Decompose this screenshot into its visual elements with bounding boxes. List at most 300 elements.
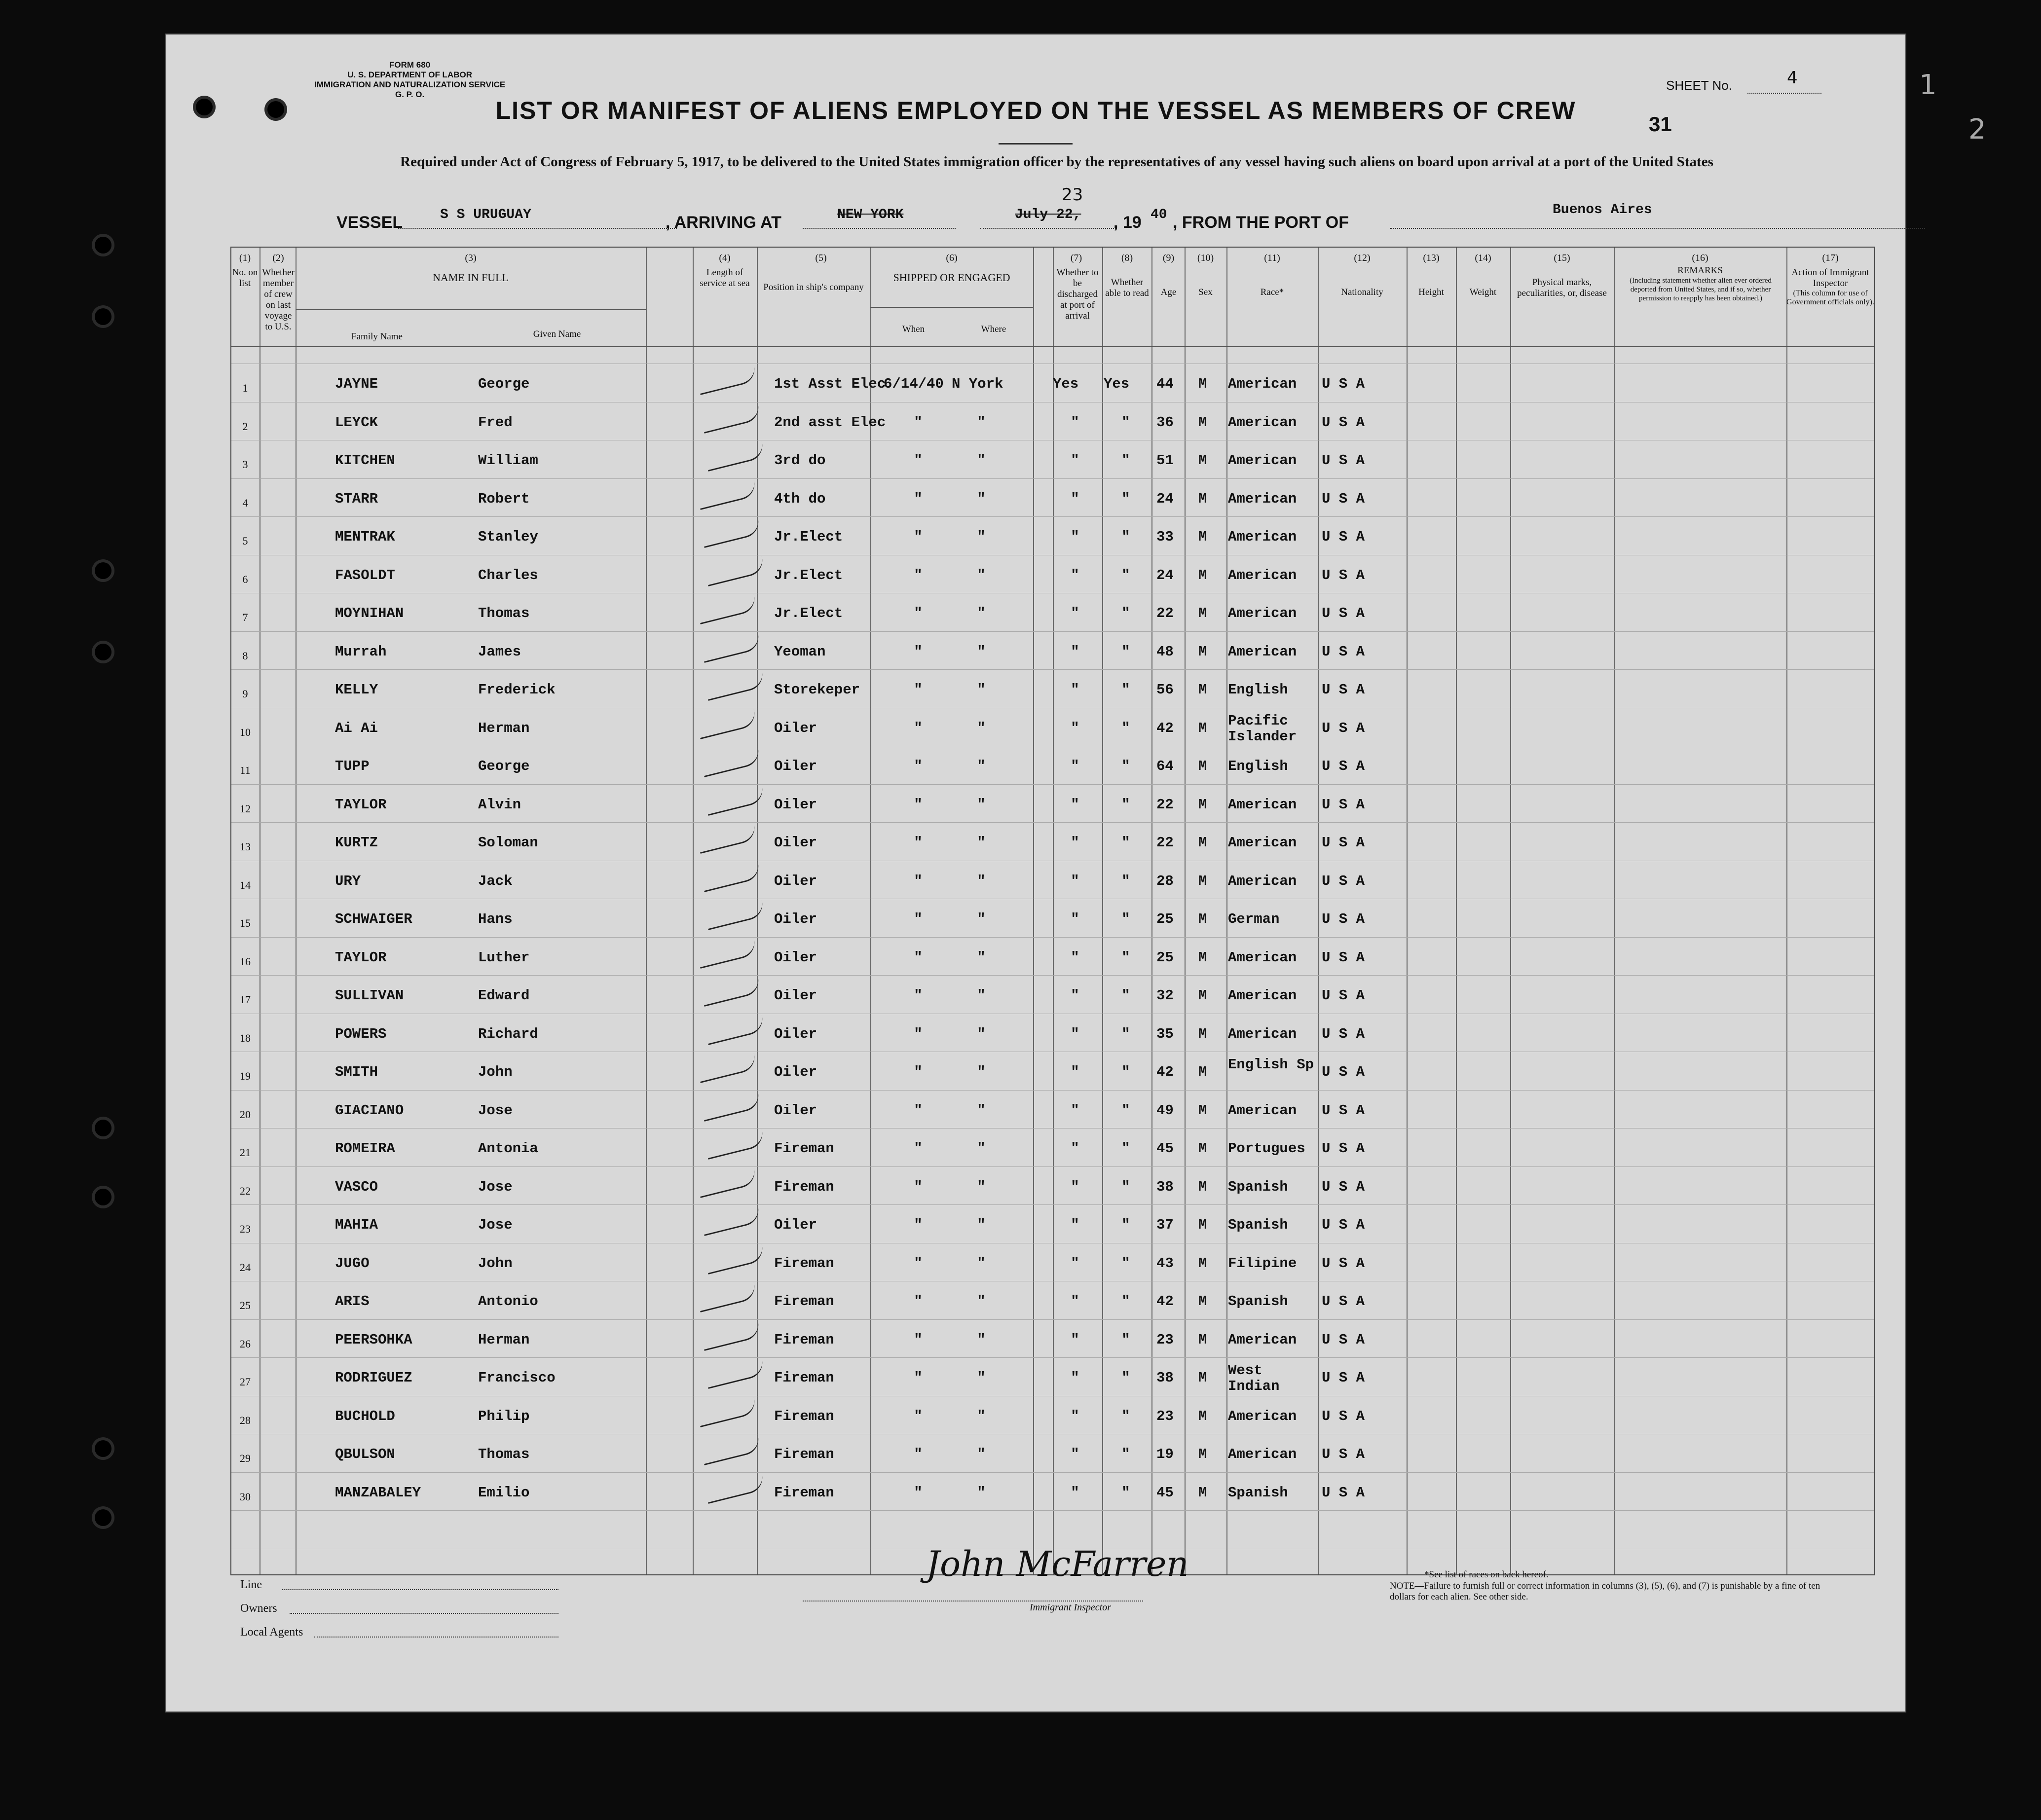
row-number: 13 <box>240 840 251 853</box>
title-rule <box>999 143 1073 145</box>
sex: M <box>1198 873 1207 889</box>
given-name: Philip <box>478 1408 530 1424</box>
shipped-when: " <box>914 1408 923 1424</box>
row-rule <box>231 822 1874 823</box>
nationality: U S A <box>1322 452 1365 469</box>
date-correction: 23 <box>1062 185 1083 205</box>
column-divider <box>1786 248 1787 1574</box>
race: German <box>1228 911 1280 927</box>
line-label: Line <box>240 1578 262 1591</box>
given-name: Jose <box>478 1217 513 1233</box>
local-agents-dotted-line <box>314 1637 558 1638</box>
header-rule <box>231 346 1874 347</box>
able-to-read: " <box>1121 796 1130 813</box>
position: Oiler <box>774 1217 817 1233</box>
shipped-when: " <box>914 1025 923 1042</box>
nationality: U S A <box>1322 1217 1365 1233</box>
header-height: Height <box>1418 287 1444 297</box>
form-identifier <box>314 60 505 100</box>
column-divider <box>646 248 647 1574</box>
column-number: (4) <box>719 253 731 263</box>
shipped-where: " <box>977 529 986 545</box>
header-physical-marks: Physical marks, peculiarities, or, disease <box>1517 277 1607 298</box>
discharged: " <box>1071 1370 1079 1386</box>
row-number: 7 <box>242 611 248 623</box>
shipped-when: " <box>914 529 923 545</box>
shipped-when: " <box>914 1255 923 1272</box>
given-name: Fred <box>478 414 513 431</box>
shipped-when: " <box>914 1140 923 1157</box>
age: 36 <box>1156 414 1174 431</box>
shipped-where: " <box>977 1025 986 1042</box>
age: 64 <box>1156 758 1174 774</box>
given-name: Soloman <box>478 835 538 851</box>
shipped-where: " <box>977 643 986 660</box>
given-name: Antonio <box>478 1293 538 1310</box>
family-name: ROMEIRA <box>335 1140 395 1157</box>
shipped-when: " <box>914 1178 923 1195</box>
race: American <box>1228 376 1297 392</box>
age: 33 <box>1156 529 1174 545</box>
service-checkmark <box>701 977 762 1007</box>
row-number: 16 <box>240 955 251 968</box>
position: Fireman <box>774 1255 834 1272</box>
family-name: MENTRAK <box>335 529 395 545</box>
age: 38 <box>1156 1370 1174 1386</box>
family-name: MOYNIHAN <box>335 605 404 621</box>
shipped-where: " <box>977 873 986 889</box>
sex: M <box>1198 1293 1207 1310</box>
nationality: U S A <box>1322 490 1365 507</box>
binder-hole <box>95 1189 111 1205</box>
nationality: U S A <box>1322 949 1365 966</box>
family-name: FASOLDT <box>335 567 395 583</box>
given-name: Thomas <box>478 605 530 621</box>
row-rule <box>231 1090 1874 1091</box>
position: 3rd do <box>774 452 826 469</box>
position: Fireman <box>774 1446 834 1462</box>
column-number: (13) <box>1423 253 1440 263</box>
age: 24 <box>1156 490 1174 507</box>
row-number: 24 <box>240 1261 251 1274</box>
header-race: Race* <box>1260 287 1284 297</box>
race: American <box>1228 987 1297 1004</box>
row-rule <box>231 784 1874 785</box>
shipped-when: " <box>914 1293 923 1310</box>
column-number: (7) <box>1070 253 1082 263</box>
position: Fireman <box>774 1178 834 1195</box>
given-name: Herman <box>478 720 530 736</box>
sex: M <box>1198 911 1207 927</box>
race: American <box>1228 796 1297 813</box>
shipped-where: " <box>977 414 986 431</box>
given-name: William <box>478 452 538 469</box>
column-number: (15) <box>1554 253 1570 263</box>
discharged: Yes <box>1053 376 1079 392</box>
able-to-read: " <box>1121 1217 1130 1233</box>
nationality: U S A <box>1322 796 1365 813</box>
nationality: U S A <box>1322 567 1365 583</box>
family-name: TUPP <box>335 758 370 774</box>
race: Pacific Islander <box>1228 712 1297 745</box>
position: Yeoman <box>774 643 826 660</box>
sheet-dotted-line <box>1747 93 1821 94</box>
able-to-read: " <box>1121 1178 1130 1195</box>
shipped-where: " <box>977 682 986 698</box>
position: Oiler <box>774 1064 817 1080</box>
able-to-read: " <box>1121 1446 1130 1462</box>
shipped-where: " <box>977 987 986 1004</box>
race: American <box>1228 873 1297 889</box>
given-name: Jack <box>478 873 513 889</box>
row-number: 22 <box>240 1184 251 1197</box>
shipped-where: " <box>977 1102 986 1119</box>
header-age: Age <box>1160 287 1177 297</box>
age: 24 <box>1156 567 1174 583</box>
column-number: (5) <box>815 253 827 263</box>
nationality: U S A <box>1322 414 1365 431</box>
given-name: John <box>478 1255 513 1272</box>
position: Oiler <box>774 720 817 736</box>
year-value: 40 <box>1150 207 1167 222</box>
column-number: (11) <box>1264 253 1280 263</box>
nationality: U S A <box>1322 1178 1365 1195</box>
able-to-read: " <box>1121 758 1130 774</box>
family-name: VASCO <box>335 1178 378 1195</box>
shipped-where: " <box>977 720 986 736</box>
race: Spanish <box>1228 1293 1288 1310</box>
family-name: SCHWAIGER <box>335 911 412 927</box>
shipped-when: " <box>914 1446 923 1462</box>
discharged: " <box>1071 567 1079 583</box>
binder-hole <box>95 237 111 254</box>
shipped-when: " <box>914 873 923 889</box>
race: American <box>1228 567 1297 583</box>
year-label: , 19 <box>1113 213 1142 232</box>
age: 56 <box>1156 682 1174 698</box>
race: English Sp <box>1228 1056 1314 1073</box>
service-checkmark <box>697 365 758 395</box>
race: Spanish <box>1228 1178 1288 1195</box>
shipped-where: " <box>977 1408 986 1424</box>
sex: M <box>1198 949 1207 966</box>
shipped-where: " <box>977 949 986 966</box>
sex: M <box>1198 1217 1207 1233</box>
sex: M <box>1198 529 1207 545</box>
department: U. S. DEPARTMENT OF LABOR <box>347 70 472 79</box>
legal-requirement: Required under Act of Congress of February 5, 1917, to be delivered to the United States immigration officer by the representatives of any vessel having such aliens on board upon arrival at a port of the United States <box>400 154 1713 170</box>
family-name: Ai Ai <box>335 720 378 736</box>
nationality: U S A <box>1322 987 1365 1004</box>
able-to-read: " <box>1121 1025 1130 1042</box>
position: Fireman <box>774 1370 834 1386</box>
penalty-note: NOTE—Failure to furnish full or correct information in columns (3), (5), (6), and (7) is punishable by a fine of ten dollars for each alien. See other side. <box>1390 1581 1820 1602</box>
row-number: 8 <box>242 649 248 662</box>
column-number: (16) <box>1692 253 1708 263</box>
shipped-where: " <box>977 1484 986 1501</box>
family-name: Murrah <box>335 643 387 660</box>
row-number: 23 <box>240 1223 251 1235</box>
age: 37 <box>1156 1217 1174 1233</box>
given-name: Antonia <box>478 1140 538 1157</box>
column-divider <box>1318 248 1319 1574</box>
age: 51 <box>1156 452 1174 469</box>
header-shipped-engaged: SHIPPED OR ENGAGED <box>893 271 1010 284</box>
position: Oiler <box>774 987 817 1004</box>
header-where: Where <box>981 324 1006 334</box>
header-crew-last-voyage: Whether member of crew on last voyage to U.S. <box>262 267 295 332</box>
able-to-read: " <box>1121 682 1130 698</box>
column-divider <box>1614 248 1615 1574</box>
family-name: KURTZ <box>335 835 378 851</box>
shipped-when: " <box>914 987 923 1004</box>
given-name: Jose <box>478 1178 513 1195</box>
discharged: " <box>1071 1408 1079 1424</box>
age: 32 <box>1156 987 1174 1004</box>
header-length-of-service: Length of service at sea <box>700 267 750 289</box>
discharged: " <box>1071 1140 1079 1157</box>
position: Oiler <box>774 758 817 774</box>
able-to-read: " <box>1121 1370 1130 1386</box>
discharged: " <box>1071 1331 1079 1348</box>
family-name: URY <box>335 873 361 889</box>
service-checkmark <box>701 518 762 548</box>
header-rule <box>870 307 1033 308</box>
shipped-where: N York <box>952 376 1003 392</box>
shipped-where: " <box>977 796 986 813</box>
given-name: Jose <box>478 1102 513 1119</box>
column-number: (8) <box>1121 253 1133 263</box>
age: 22 <box>1156 796 1174 813</box>
column-divider <box>1456 248 1457 1574</box>
able-to-read: " <box>1121 873 1130 889</box>
discharged: " <box>1071 1484 1079 1501</box>
shipped-when: " <box>914 1102 923 1119</box>
shipped-when: " <box>914 452 923 469</box>
discharged: " <box>1071 529 1079 545</box>
discharged: " <box>1071 835 1079 851</box>
given-name: James <box>478 643 521 660</box>
row-rule <box>231 669 1874 670</box>
age: 42 <box>1156 720 1174 736</box>
vessel-dotted-line <box>398 228 677 229</box>
service-checkmark <box>701 1320 762 1350</box>
nationality: U S A <box>1322 605 1365 621</box>
shipped-where: " <box>977 1178 986 1195</box>
row-number: 3 <box>242 458 248 471</box>
family-name: SULLIVAN <box>335 987 404 1004</box>
discharged: " <box>1071 758 1079 774</box>
row-rule <box>231 975 1874 976</box>
column-divider <box>296 248 297 1574</box>
column-divider <box>1510 248 1511 1574</box>
sex: M <box>1198 1178 1207 1195</box>
column-number: (6) <box>946 253 958 263</box>
position: Fireman <box>774 1331 834 1348</box>
row-rule <box>231 516 1874 517</box>
column-number: (14) <box>1475 253 1491 263</box>
nationality: U S A <box>1322 682 1365 698</box>
shipped-when: " <box>914 796 923 813</box>
position: Fireman <box>774 1484 834 1501</box>
shipped-when: " <box>914 949 923 966</box>
age: 42 <box>1156 1064 1174 1080</box>
column-number: (10) <box>1197 253 1214 263</box>
sex: M <box>1198 643 1207 660</box>
family-name: PEERSOHKA <box>335 1331 412 1348</box>
shipped-where: " <box>977 605 986 621</box>
shipped-when: " <box>914 758 923 774</box>
discharged: " <box>1071 1255 1079 1272</box>
sex: M <box>1198 452 1207 469</box>
shipped-when: " <box>914 414 923 431</box>
row-number: 14 <box>240 878 251 891</box>
race: American <box>1228 1446 1297 1462</box>
given-name: Thomas <box>478 1446 530 1462</box>
nationality: U S A <box>1322 1331 1365 1348</box>
age: 43 <box>1156 1255 1174 1272</box>
given-name: John <box>478 1064 513 1080</box>
row-number: 28 <box>240 1414 251 1426</box>
nationality: U S A <box>1322 873 1365 889</box>
shipped-where: " <box>977 1331 986 1348</box>
shipped-where: " <box>977 1370 986 1386</box>
discharged: " <box>1071 1064 1079 1080</box>
binder-hole <box>95 644 111 660</box>
race: American <box>1228 835 1297 851</box>
able-to-read: " <box>1121 452 1130 469</box>
able-to-read: " <box>1121 949 1130 966</box>
service-checkmark <box>701 1435 762 1465</box>
race: American <box>1228 643 1297 660</box>
sheet-code: 31 <box>1649 112 1672 136</box>
able-to-read: " <box>1121 605 1130 621</box>
races-note: *See list of races on back hereof. <box>1424 1569 1549 1580</box>
sheet-label: SHEET No. <box>1666 78 1732 93</box>
row-number: 10 <box>240 726 251 738</box>
age: 19 <box>1156 1446 1174 1462</box>
sex: M <box>1198 835 1207 851</box>
race: American <box>1228 452 1297 469</box>
row-number: 26 <box>240 1337 251 1350</box>
manifest-table <box>230 247 1875 1575</box>
shipped-where: " <box>977 1140 986 1157</box>
race: American <box>1228 490 1297 507</box>
column-divider <box>1407 248 1408 1574</box>
position: Jr.Elect <box>774 529 843 545</box>
service-checkmark <box>697 824 758 854</box>
nationality: U S A <box>1322 758 1365 774</box>
sex: M <box>1198 796 1207 813</box>
discharged: " <box>1071 987 1079 1004</box>
nationality: U S A <box>1322 1064 1365 1080</box>
service-checkmark <box>701 862 762 892</box>
discharged: " <box>1071 490 1079 507</box>
shipped-where: " <box>977 1446 986 1462</box>
shipped-where: " <box>977 1255 986 1272</box>
able-to-read: " <box>1121 1293 1130 1310</box>
family-name: MANZABALEY <box>335 1484 421 1501</box>
row-number: 27 <box>240 1376 251 1388</box>
position: Oiler <box>774 796 817 813</box>
row-rule <box>231 1510 1874 1511</box>
header-able-to-read: Whether able to read <box>1105 277 1149 298</box>
row-number: 9 <box>242 688 248 700</box>
discharged: " <box>1071 949 1079 966</box>
family-name: KELLY <box>335 682 378 698</box>
given-name: Robert <box>478 490 530 507</box>
nationality: U S A <box>1322 911 1365 927</box>
shipped-when: " <box>914 490 923 507</box>
discharged: " <box>1071 1025 1079 1042</box>
local-agents-label: Local Agents <box>240 1626 303 1638</box>
arrival-date: July 22, <box>1015 207 1081 222</box>
race: English <box>1228 758 1288 774</box>
date-dotted-line <box>980 228 1116 229</box>
able-to-read: " <box>1121 1140 1130 1157</box>
discharged: " <box>1071 1102 1079 1119</box>
age: 49 <box>1156 1102 1174 1119</box>
family-name: JUGO <box>335 1255 370 1272</box>
row-rule <box>231 1319 1874 1320</box>
shipped-when: " <box>914 682 923 698</box>
able-to-read: " <box>1121 414 1130 431</box>
age: 45 <box>1156 1484 1174 1501</box>
binder-hole <box>95 1509 111 1526</box>
sex: M <box>1198 987 1207 1004</box>
race: American <box>1228 1025 1297 1042</box>
age: 48 <box>1156 643 1174 660</box>
service-checkmark <box>697 1397 758 1427</box>
column-number: (12) <box>1354 253 1371 263</box>
row-number: 29 <box>240 1452 251 1464</box>
race: Spanish <box>1228 1484 1288 1501</box>
given-name: George <box>478 758 530 774</box>
sex: M <box>1198 605 1207 621</box>
family-name: TAYLOR <box>335 949 387 966</box>
shipped-when: 6/14/40 <box>884 376 944 392</box>
row-rule <box>231 937 1874 938</box>
given-name: Emilio <box>478 1484 530 1501</box>
age: 22 <box>1156 835 1174 851</box>
shipped-where: " <box>977 1217 986 1233</box>
sex: M <box>1198 1255 1207 1272</box>
row-rule <box>231 478 1874 479</box>
shipped-where: " <box>977 911 986 927</box>
form-number: FORM 680 <box>389 60 431 70</box>
header-remarks: REMARKS <box>1677 265 1723 276</box>
race: English <box>1228 682 1288 698</box>
owners-label: Owners <box>240 1602 277 1615</box>
race: American <box>1228 1408 1297 1424</box>
race: American <box>1228 414 1297 431</box>
binder-hole <box>95 1120 111 1136</box>
column-number: (9) <box>1162 253 1175 263</box>
binder-hole <box>95 308 111 325</box>
discharged: " <box>1071 873 1079 889</box>
nationality: U S A <box>1322 376 1365 392</box>
inspector-label: Immigrant Inspector <box>1030 1602 1111 1613</box>
nationality: U S A <box>1322 1370 1365 1386</box>
position: Oiler <box>774 911 817 927</box>
given-name: Francisco <box>478 1370 556 1386</box>
given-name: Richard <box>478 1025 538 1042</box>
vessel-name: S S URUGUAY <box>440 207 531 222</box>
service-checkmark <box>697 1282 758 1312</box>
position: 4th do <box>774 490 826 507</box>
header-action-note: (This column for use of Government officials only). <box>1786 289 1874 306</box>
row-number: 18 <box>240 1031 251 1044</box>
